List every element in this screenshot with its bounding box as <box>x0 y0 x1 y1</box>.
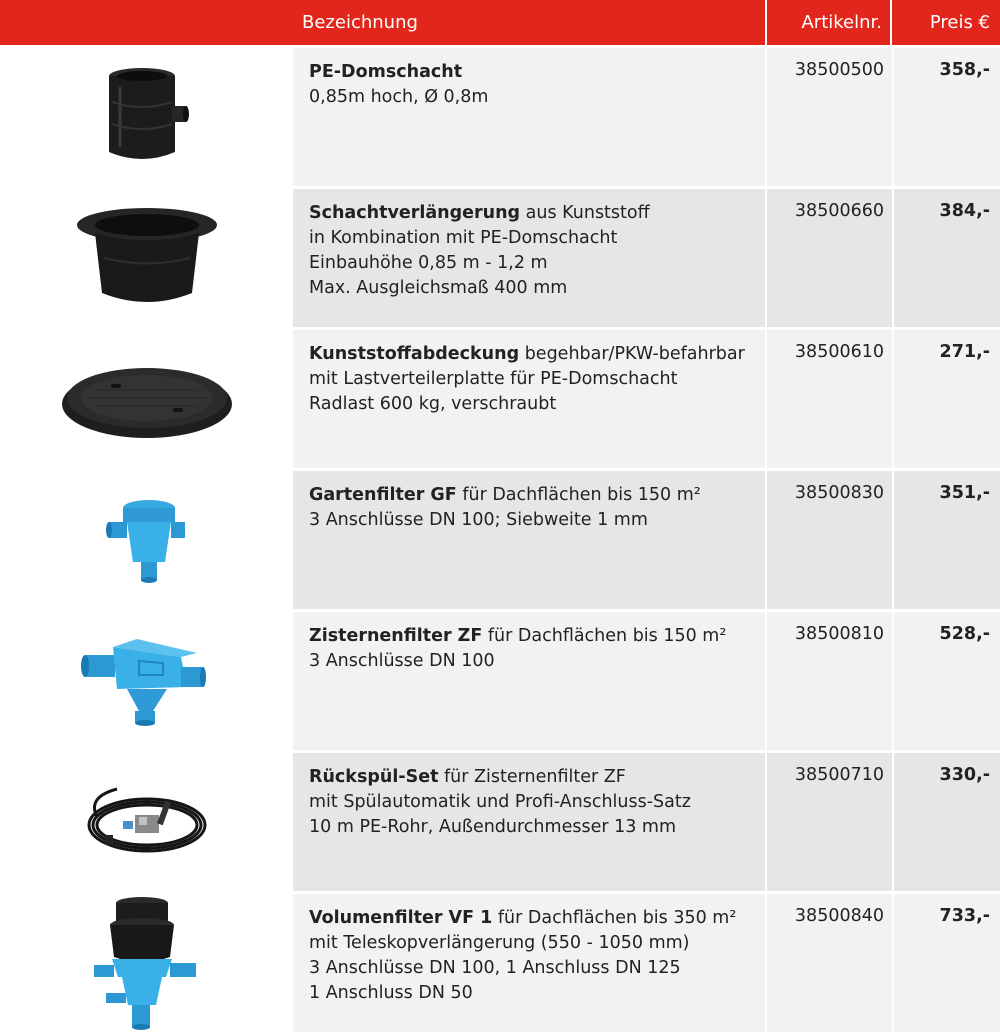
product-description <box>293 48 765 186</box>
product-image-backflush-set <box>0 753 293 891</box>
product-title-rest: begehbar/PKW-befahrbar <box>519 344 745 364</box>
product-title: Gartenfilter GF <box>309 485 457 505</box>
product-title-rest: aus Kunststoff <box>520 203 650 223</box>
product-detail: in Kombination mit PE-Domschacht <box>309 228 618 248</box>
price: 733,- <box>894 894 1000 1032</box>
article-number: 38500710 <box>767 753 892 891</box>
product-title: Kunststoffabdeckung <box>309 344 520 364</box>
product-detail: 10 m PE-Rohr, Außendurchmesser 13 mm <box>309 817 677 837</box>
product-description <box>293 894 765 1032</box>
product-detail: 0,85m hoch, Ø 0,8m <box>309 87 489 107</box>
product-detail: mit Spülautomatik und Profi-Anschluss-Satz <box>309 792 691 812</box>
product-detail: Max. Ausgleichsmaß 400 mm <box>309 278 568 298</box>
article-number: 38500830 <box>767 471 892 609</box>
table-row <box>0 189 1000 327</box>
price: 351,- <box>894 471 1000 609</box>
price: 528,- <box>894 612 1000 750</box>
article-number: 38500810 <box>767 612 892 750</box>
product-description <box>293 753 765 891</box>
product-description <box>293 189 765 327</box>
product-detail: 3 Anschlüsse DN 100; Siebweite 1 mm <box>309 510 648 530</box>
product-detail: 3 Anschlüsse DN 100, 1 Anschluss DN 125 <box>309 958 681 978</box>
table-row <box>0 48 1000 186</box>
product-title-rest: für Dachflächen bis 150 m² <box>482 626 727 646</box>
article-number: 38500660 <box>767 189 892 327</box>
product-title-rest: für Zisternenfilter ZF <box>438 767 626 787</box>
table-row <box>0 894 1000 1032</box>
product-description <box>293 330 765 468</box>
price: 330,- <box>894 753 1000 891</box>
product-image-cistern-filter <box>0 612 293 750</box>
product-detail: Radlast 600 kg, verschraubt <box>309 394 557 414</box>
article-number: 38500840 <box>767 894 892 1032</box>
product-image-shaft-extension <box>0 189 293 327</box>
header-article: Artikelnr. <box>765 0 890 45</box>
product-title: Volumenfilter VF 1 <box>309 908 493 928</box>
product-title: Zisternenfilter ZF <box>309 626 483 646</box>
table-row <box>0 753 1000 891</box>
header-name: Bezeichnung <box>302 12 418 33</box>
table-header <box>0 0 1000 45</box>
product-title-rest: für Dachflächen bis 350 m² <box>492 908 737 928</box>
product-title: Rückspül-Set <box>309 767 439 787</box>
product-image-plastic-cover <box>0 330 293 468</box>
product-detail: 3 Anschlüsse DN 100 <box>309 651 495 671</box>
product-detail: Einbauhöhe 0,85 m - 1,2 m <box>309 253 548 273</box>
product-image-volume-filter <box>0 894 293 1032</box>
price: 271,- <box>894 330 1000 468</box>
product-detail: mit Lastverteilerplatte für PE-Domschacht <box>309 369 678 389</box>
table-row <box>0 612 1000 750</box>
product-detail: mit Teleskopverlängerung (550 - 1050 mm) <box>309 933 690 953</box>
header-image-column <box>0 0 293 45</box>
article-number: 38500500 <box>767 48 892 186</box>
product-description <box>293 471 765 609</box>
price: 384,- <box>894 189 1000 327</box>
table-row <box>0 471 1000 609</box>
product-title: PE-Domschacht <box>309 62 463 82</box>
product-image-dome-shaft <box>0 48 293 186</box>
product-image-garden-filter <box>0 471 293 609</box>
table-row <box>0 330 1000 468</box>
product-title-rest: für Dachflächen bis 150 m² <box>456 485 701 505</box>
price: 358,- <box>894 48 1000 186</box>
product-description <box>293 612 765 750</box>
product-title: Schachtverlängerung <box>309 203 521 223</box>
header-price: Preis € <box>890 0 1000 45</box>
product-detail: 1 Anschluss DN 50 <box>309 983 473 1003</box>
article-number: 38500610 <box>767 330 892 468</box>
